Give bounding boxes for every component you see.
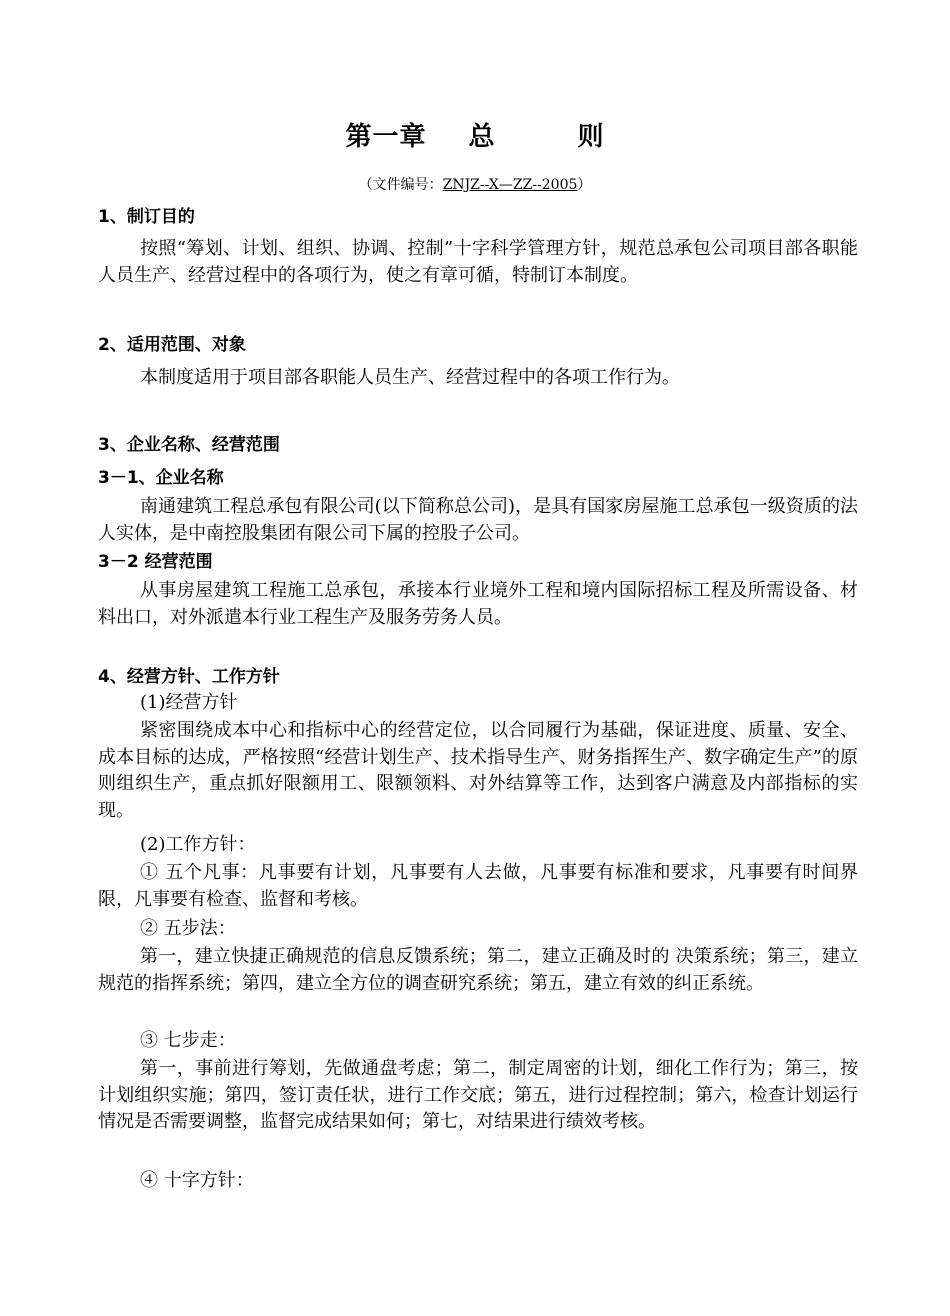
section-4-heading: 4、经营方针、工作方针	[98, 667, 280, 687]
section-2-body: 本制度适用于项目部各职能人员生产、经营过程中的各项工作行为。	[140, 367, 680, 388]
chapter-title	[0, 116, 950, 153]
file-number	[0, 174, 950, 194]
section-3-heading: 3、企业名称、经营范围	[98, 435, 280, 455]
section-3-2-body: 从事房屋建筑工程施工总承包，承接本行业境外工程和境内国际招标工程及所需设备、材料出口，对外派遣本行业工程生产及服务劳务人员。	[98, 580, 858, 628]
section-4-point-1: ① 五个凡事：凡事要有计划，凡事要有人去做，凡事要有标准和要求，凡事要有时间界限，凡事要有检查、监督和考核。	[98, 862, 858, 910]
section-4-item-2-label: (2)工作方针：	[140, 834, 256, 855]
section-3-2-heading: 3－2 经营范围	[98, 552, 213, 572]
section-2-heading: 2、适用范围、对象	[98, 335, 246, 355]
section-4-point-3-label: ③ 七步走：	[140, 1030, 236, 1051]
section-3-1-body: 南通建筑工程总承包有限公司(以下简称总公司)，是具有国家房屋施工总承包一级资质的法人实体，是中南控股集团有限公司下属的控股子公司。	[98, 496, 858, 544]
section-1-heading: 1、制订目的	[98, 207, 195, 227]
section-4-item-1-label: (1)经营方针	[140, 692, 238, 713]
section-4-item-1-body: 紧密围绕成本中心和指标中心的经营定位，以合同履行为基础，保证进度、质量、安全、成本目标的达成，严格按照“经营计划生产、技术指导生产、财务指挥生产、数字确定生产”的原则组织生产，重点抓好限额用工、限额领料、对外结算等工作，达到客户满意及内部指标的实现。	[98, 720, 858, 821]
file-number-suffix: ）	[577, 177, 592, 193]
section-4-point-2-body: 第一，建立快捷正确规范的信息反馈系统；第二，建立正确及时的 决策系统；第三，建立规范的指挥系统；第四，建立全方位的调查研究系统；第五，建立有效的纠正系统。	[98, 946, 858, 994]
chapter-title-char1: 总	[468, 122, 496, 152]
section-4-point-4-label: ④ 十字方针：	[140, 1170, 254, 1191]
section-4-point-2-label: ② 五步法：	[140, 918, 236, 939]
file-number-code: ZNJZ--X—ZZ--2005	[442, 177, 578, 193]
file-number-prefix: （文件编号：	[358, 177, 443, 193]
section-4-point-3-body: 第一，事前进行筹划，先做通盘考虑；第二，制定周密的计划，细化工作行为；第三，按计划组织实施；第四，签订责任状，进行工作交底；第五，进行过程控制；第六，检查计划运行情况是否需要调整，监督完成结果如何；第七，对结果进行绩效考核。	[98, 1058, 858, 1132]
chapter-title-number: 第一章	[345, 122, 427, 152]
chapter-title-char2: 则	[577, 122, 605, 152]
section-1-body: 按照“筹划、计划、组织、协调、控制”十字科学管理方针，规范总承包公司项目部各职能人员生产、经营过程中的各项行为，使之有章可循，特制订本制度。	[98, 238, 858, 286]
section-3-1-heading: 3－1、企业名称	[98, 468, 224, 488]
